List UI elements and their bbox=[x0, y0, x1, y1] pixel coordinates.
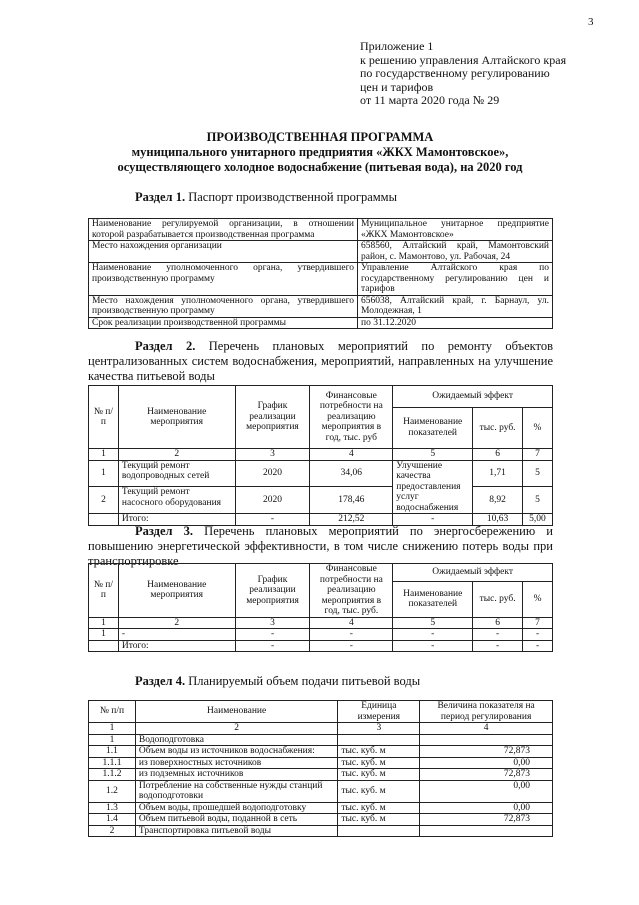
cell: Наименование уполномоченного органа, утвердившего производственную программу bbox=[89, 263, 358, 296]
title-line: ПРОИЗВОДСТВЕННАЯ ПРОГРАММА bbox=[206, 130, 434, 144]
cell: Место нахождения уполномоченного органа, утвердившего производственную программу bbox=[89, 295, 358, 317]
header-effect: Ожидаемый эффект bbox=[393, 386, 553, 408]
cell: 0,00 bbox=[420, 757, 553, 769]
cell: 7 bbox=[522, 449, 552, 461]
header-num: № п/п bbox=[89, 386, 119, 449]
cell: - bbox=[310, 640, 393, 652]
repair-measures-table bbox=[88, 385, 553, 526]
header-name: Наименование bbox=[135, 701, 337, 723]
header-pct: % bbox=[522, 407, 552, 448]
cell bbox=[338, 734, 420, 746]
cell: 1.2 bbox=[89, 780, 136, 802]
appendix-line: к решению управления Алтайского края bbox=[360, 52, 567, 67]
header-indicator: Наименование показателей bbox=[393, 407, 473, 448]
cell: 5,00 bbox=[522, 514, 552, 526]
cell: 3 bbox=[235, 617, 310, 629]
table-row bbox=[89, 629, 553, 641]
cell: 2 bbox=[118, 449, 235, 461]
header-num: № п/п bbox=[89, 564, 119, 618]
cell: тыс. куб. м bbox=[338, 746, 420, 758]
header-unit: Единица измерения bbox=[338, 701, 420, 723]
cell: - bbox=[523, 629, 553, 641]
cell: Транспортировка питьевой воды bbox=[135, 825, 337, 837]
appendix-line: цен и тарифов bbox=[360, 79, 434, 94]
table-row bbox=[89, 802, 553, 814]
cell: 2 bbox=[89, 487, 119, 514]
cell: 2020 bbox=[235, 487, 310, 514]
table-row bbox=[89, 219, 553, 241]
header-finance: Финансовые потребности на реализацию мероприятия в год, тыс. руб. bbox=[310, 564, 393, 618]
table-row bbox=[89, 825, 553, 837]
cell: 4 bbox=[310, 449, 393, 461]
column-numbers-row bbox=[89, 449, 553, 461]
cell: 658560, Алтайский край, Мамонтовский район, с. Мамонтово, ул. Рабочая, 24 bbox=[358, 241, 553, 263]
cell: 10,63 bbox=[473, 514, 523, 526]
cell: Наименование регулируемой организации, в отношении которой разрабатывается производственная программа bbox=[89, 219, 358, 241]
cell: 4 bbox=[310, 617, 393, 629]
cell: 1.4 bbox=[89, 814, 136, 826]
cell: - bbox=[235, 629, 310, 641]
appendix-line: от 11 марта 2020 года № 29 bbox=[360, 93, 500, 107]
header-finance: Финансовые потребности на реализацию мероприятия в год, тыс. руб bbox=[310, 386, 393, 449]
cell: Муниципальное унитарное предприятие «ЖКХ Мамонтовское» bbox=[358, 219, 553, 241]
cell: 2 bbox=[118, 617, 235, 629]
cell: 8,92 bbox=[473, 487, 523, 514]
cell: 6 bbox=[473, 449, 523, 461]
energy-measures-table bbox=[88, 563, 553, 652]
cell: 4 bbox=[420, 723, 553, 735]
cell: - bbox=[393, 514, 473, 526]
cell: Итого: bbox=[118, 640, 235, 652]
column-numbers-row bbox=[89, 723, 553, 735]
cell: - bbox=[523, 640, 553, 652]
cell: 72,873 bbox=[420, 746, 553, 758]
header-indicator: Наименование показателей bbox=[393, 582, 473, 617]
header-num: № п/п bbox=[89, 701, 136, 723]
cell: Улучшение качества предоставления услуг водоснабжения bbox=[393, 460, 473, 514]
cell: 0,00 bbox=[420, 802, 553, 814]
cell: 1,71 bbox=[473, 460, 523, 487]
cell: Место нахождения организации bbox=[89, 241, 358, 263]
table-row bbox=[89, 757, 553, 769]
cell: - bbox=[310, 629, 393, 641]
table-row bbox=[89, 317, 553, 329]
cell: - bbox=[235, 514, 310, 526]
cell: 34,06 bbox=[310, 460, 393, 487]
document-title bbox=[60, 130, 580, 175]
cell: - bbox=[473, 640, 523, 652]
section-title: Перечень плановых мероприятий по энергосбережению и повышению энергетической эффективности, в том числе снижению потерь воды при транспортировке bbox=[88, 524, 553, 568]
cell: Итого: bbox=[118, 514, 235, 526]
cell bbox=[89, 640, 119, 652]
cell: 2020 bbox=[235, 460, 310, 487]
appendix-line: по государственному регулированию bbox=[360, 66, 550, 80]
cell: из поверхностных источников bbox=[135, 757, 337, 769]
total-row bbox=[89, 640, 553, 652]
cell: тыс. куб. м bbox=[338, 814, 420, 826]
cell: 1 bbox=[89, 723, 136, 735]
cell: 2 bbox=[89, 825, 136, 837]
section-title: Паспорт производственной программы bbox=[188, 190, 397, 204]
cell: 5 bbox=[522, 487, 552, 514]
section-title: Планируемый объем подачи питьевой воды bbox=[188, 674, 421, 688]
cell: 1.1.1 bbox=[89, 757, 136, 769]
cell: - bbox=[473, 629, 523, 641]
header-thous: тыс. руб. bbox=[473, 407, 523, 448]
passport-table bbox=[88, 218, 553, 329]
cell: Текущий ремонт насосного оборудования bbox=[118, 487, 235, 514]
header-effect: Ожидаемый эффект bbox=[393, 564, 553, 582]
cell: Потребление на собственные нужды станций водоподготовки bbox=[135, 780, 337, 802]
section-label: Раздел 3. bbox=[135, 524, 194, 538]
cell: 6 bbox=[473, 617, 523, 629]
section-label: Раздел 2. bbox=[135, 339, 196, 353]
column-numbers-row bbox=[89, 617, 553, 629]
appendix-block bbox=[360, 40, 566, 108]
appendix-line: Приложение 1 bbox=[360, 39, 434, 53]
table-row bbox=[89, 241, 553, 263]
cell: - bbox=[393, 640, 473, 652]
cell bbox=[338, 825, 420, 837]
cell: 1.1.2 bbox=[89, 769, 136, 781]
header-name: Наименование мероприятия bbox=[118, 386, 235, 449]
section-label: Раздел 4. bbox=[135, 674, 186, 688]
table-row bbox=[89, 814, 553, 826]
cell: 5 bbox=[393, 617, 473, 629]
table-row bbox=[89, 769, 553, 781]
cell: 72,873 bbox=[420, 769, 553, 781]
table-row bbox=[89, 487, 553, 514]
section1-heading bbox=[135, 190, 397, 205]
cell: Текущий ремонт водопроводных сетей bbox=[118, 460, 235, 487]
page-number: 3 bbox=[588, 16, 594, 28]
title-line: осуществляющего холодное водоснабжение (питьевая вода), на 2020 год bbox=[117, 160, 523, 174]
cell: тыс. куб. м bbox=[338, 769, 420, 781]
cell: Объем воды из источников водоснабжения: bbox=[135, 746, 337, 758]
cell: 1 bbox=[89, 734, 136, 746]
cell: 1 bbox=[89, 460, 119, 487]
cell bbox=[420, 825, 553, 837]
cell: тыс. куб. м bbox=[338, 802, 420, 814]
cell: - bbox=[118, 629, 235, 641]
cell: 656038, Алтайский край, г. Барнаул, ул. Молодежная, 1 bbox=[358, 295, 553, 317]
cell: Управление Алтайского края по государственному регулированию цен и тарифов bbox=[358, 263, 553, 296]
header-pct: % bbox=[523, 582, 553, 617]
header-name: Наименование мероприятия bbox=[118, 564, 235, 618]
cell: 178,46 bbox=[310, 487, 393, 514]
cell: - bbox=[235, 640, 310, 652]
section2-heading bbox=[88, 339, 553, 384]
header-schedule: График реализации мероприятия bbox=[235, 386, 310, 449]
cell: тыс. куб. м bbox=[338, 757, 420, 769]
cell bbox=[420, 734, 553, 746]
cell: 5 bbox=[393, 449, 473, 461]
section4-heading bbox=[135, 674, 420, 689]
header-thous: тыс. руб. bbox=[473, 582, 523, 617]
cell: 72,873 bbox=[420, 814, 553, 826]
cell: по 31.12.2020 bbox=[358, 317, 553, 329]
title-line: муниципального унитарного предприятия «ЖКХ Мамонтовское», bbox=[131, 145, 509, 159]
table-row bbox=[89, 734, 553, 746]
cell: 0,00 bbox=[420, 780, 553, 802]
cell: 3 bbox=[235, 449, 310, 461]
section-label: Раздел 1. bbox=[135, 190, 186, 204]
cell: - bbox=[393, 629, 473, 641]
cell: 1.3 bbox=[89, 802, 136, 814]
cell: 7 bbox=[523, 617, 553, 629]
cell: 1 bbox=[89, 629, 119, 641]
table-row bbox=[89, 263, 553, 296]
table-row bbox=[89, 460, 553, 487]
header-value: Величина показателя на период регулирования bbox=[420, 701, 553, 723]
cell: Срок реализации производственной программы bbox=[89, 317, 358, 329]
cell: Объем воды, прошедшей водоподготовку bbox=[135, 802, 337, 814]
cell: тыс. куб. м bbox=[338, 780, 420, 802]
table-row bbox=[89, 295, 553, 317]
cell: из подземных источников bbox=[135, 769, 337, 781]
cell: 5 bbox=[522, 460, 552, 487]
cell: Водоподготовка bbox=[135, 734, 337, 746]
table-row bbox=[89, 780, 553, 802]
cell: 1 bbox=[89, 449, 119, 461]
cell: 3 bbox=[338, 723, 420, 735]
header-schedule: График реализации мероприятия bbox=[235, 564, 310, 618]
water-volume-table bbox=[88, 700, 553, 837]
table-row bbox=[89, 746, 553, 758]
cell: 2 bbox=[135, 723, 337, 735]
cell: 1.1 bbox=[89, 746, 136, 758]
section-title: Перечень плановых мероприятий по ремонту объектов централизованных систем водоснабжения, мероприятий, направленных на улучшение качества питьевой воды bbox=[88, 339, 554, 383]
cell: Объем питьевой воды, поданной в сеть bbox=[135, 814, 337, 826]
cell: 1 bbox=[89, 617, 119, 629]
cell: 212,52 bbox=[310, 514, 393, 526]
